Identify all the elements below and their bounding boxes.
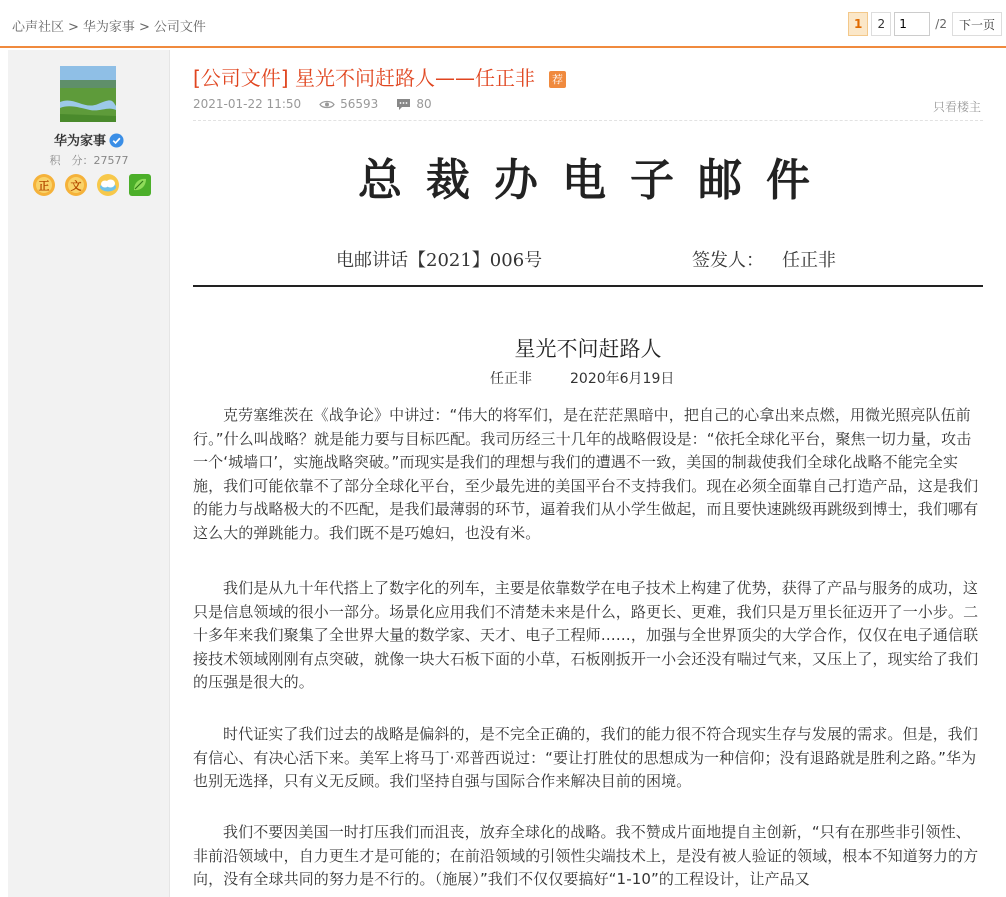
views-value: 56593 — [340, 97, 379, 111]
breadcrumb-item-company-docs[interactable]: 公司文件 — [153, 20, 206, 35]
zheng-badge-icon[interactable] — [32, 173, 56, 197]
post-category[interactable]: [公司文件] — [193, 66, 289, 90]
article-title: 星光不问赶路人 — [514, 337, 662, 361]
author-points — [8, 152, 170, 168]
eye-icon — [319, 99, 335, 110]
article-author: 任正非 — [490, 371, 532, 387]
next-page-button[interactable]: 下一页 — [952, 12, 1002, 36]
breadcrumb-item-community[interactable]: 心声社区 — [12, 20, 65, 35]
author-name[interactable] — [8, 130, 170, 152]
header-rule — [193, 285, 983, 287]
page-current[interactable]: 1 — [848, 12, 868, 36]
post-meta — [193, 97, 432, 111]
post-title — [193, 62, 566, 91]
document-header: 总裁办电子邮件 — [358, 155, 834, 206]
comments-count — [396, 97, 431, 111]
leaf-badge-icon[interactable] — [128, 173, 152, 197]
page-jump-input[interactable] — [894, 12, 930, 36]
only-owner-link[interactable]: 只看楼主 — [932, 100, 981, 114]
article-byline — [490, 368, 674, 388]
wen-badge-text: 文 — [70, 179, 82, 193]
signer-label: 签发人： — [692, 250, 764, 271]
cloud-badge-icon[interactable] — [96, 173, 120, 197]
author-sidebar — [8, 50, 170, 897]
page-total: /2 — [935, 17, 947, 31]
signer-name: 任正非 — [782, 250, 836, 271]
verified-icon — [109, 133, 124, 152]
avatar[interactable] — [60, 66, 116, 122]
breadcrumb — [12, 16, 206, 35]
breadcrumb-item-huawei-family[interactable]: 华为家事 — [82, 20, 135, 35]
views-count — [319, 97, 378, 111]
comments-value: 80 — [416, 97, 432, 111]
divider — [193, 120, 983, 121]
article-paragraph: 我们是从九十年代搭上了数字化的列车，主要是依靠数学在电子技术上构建了优势，获得了产品与服务的成功，这只是信息领域的很小一部分。场景化应用我们不清楚未来是什么，路更长、更难，我们只是万里长征迈开了一小步。二十多年来我们聚集了全世界大量的数学家、天才、电子工程师……，加强与全世界顶尖的大学合作，仅仅在电子通信联接技术领域刚刚有点突破，就像一块大石板下面的小草，石板刚扳开一小会还没有喘过气来，又压上了，现实给了我们的压强是很大的。 — [193, 579, 979, 691]
article-paragraph: 我们不要因美国一时打压我们而沮丧，放弃全球化的战略。我不赞成片面地提自主创新，“只有在那些非引领性、非前沿领域中，自力更生才是可能的；在前沿领域的引领性尖端技术上，是没有被人验证的领域，根本不知道努力的方向，没有全球共同的努力是不行的。（施展）”我们不仅仅要搞好“1-10”的工程设计，让产品又 — [193, 823, 979, 888]
breadcrumb-separator: > — [68, 20, 79, 35]
points-label: 积 分： — [49, 154, 94, 167]
zheng-badge-text: 正 — [38, 179, 50, 193]
pagination — [848, 12, 1002, 36]
document-signer — [692, 246, 836, 272]
article-paragraph: 时代证实了我们过去的战略是偏斜的，是不完全正确的，我们的能力很不符合现实生存与发展的需求。但是，我们有信心、有决心活下来。美军上将马丁·邓普西说过：“要让打胜仗的思想成为一种信仰；没有退路就是胜利之路。”华为也别无选择，只有义无反顾。我们坚持自强与国际合作来解决目前的困境。 — [193, 725, 979, 790]
recommend-badge: 荐 — [549, 71, 566, 88]
breadcrumb-separator: > — [138, 20, 150, 35]
article-date: 2020年6月19日 — [570, 371, 675, 387]
badge-list — [32, 173, 152, 197]
post-title-text: 星光不问赶路人——任正非 — [294, 66, 535, 90]
author-name-text[interactable]: 华为家事 — [53, 134, 106, 149]
comment-icon — [396, 98, 411, 111]
article-paragraph: 克劳塞维茨在《战争论》中讲过：“伟大的将军们，是在茫茫黑暗中，把自己的心拿出来点燃，用微光照亮队伍前行。”什么叫战略？就是能力要与目标匹配。我司历经三十几年的战略假设是：“依托全球化平台，聚焦一切力量，攻击一个‘城墙口’，实施战略突破。”而现实是我们的理想与我们的遭遇不一致，美国的制裁使我们全球化战略不能完全实施，我们可能依靠不了部分全球化平台，至少最先进的美国平台不支持我们。现在必须全面靠自己打造产品，这是我们的能力与战略极大的不匹配，是我们最薄弱的环节，逼着我们从小学生做起，而且要快速跳级再跳级到博士，我们哪有这么大的弹跳能力。我们既不是巧媳妇，也没有米。 — [193, 406, 979, 542]
document-number: 电邮讲话【2021】006号 — [336, 250, 543, 271]
points-value: 27577 — [93, 154, 129, 167]
page-2-link[interactable]: 2 — [871, 12, 891, 36]
top-bar — [0, 0, 1006, 48]
wen-badge-icon[interactable] — [64, 173, 88, 197]
post-date: 2021-01-22 11:50 — [193, 97, 302, 111]
